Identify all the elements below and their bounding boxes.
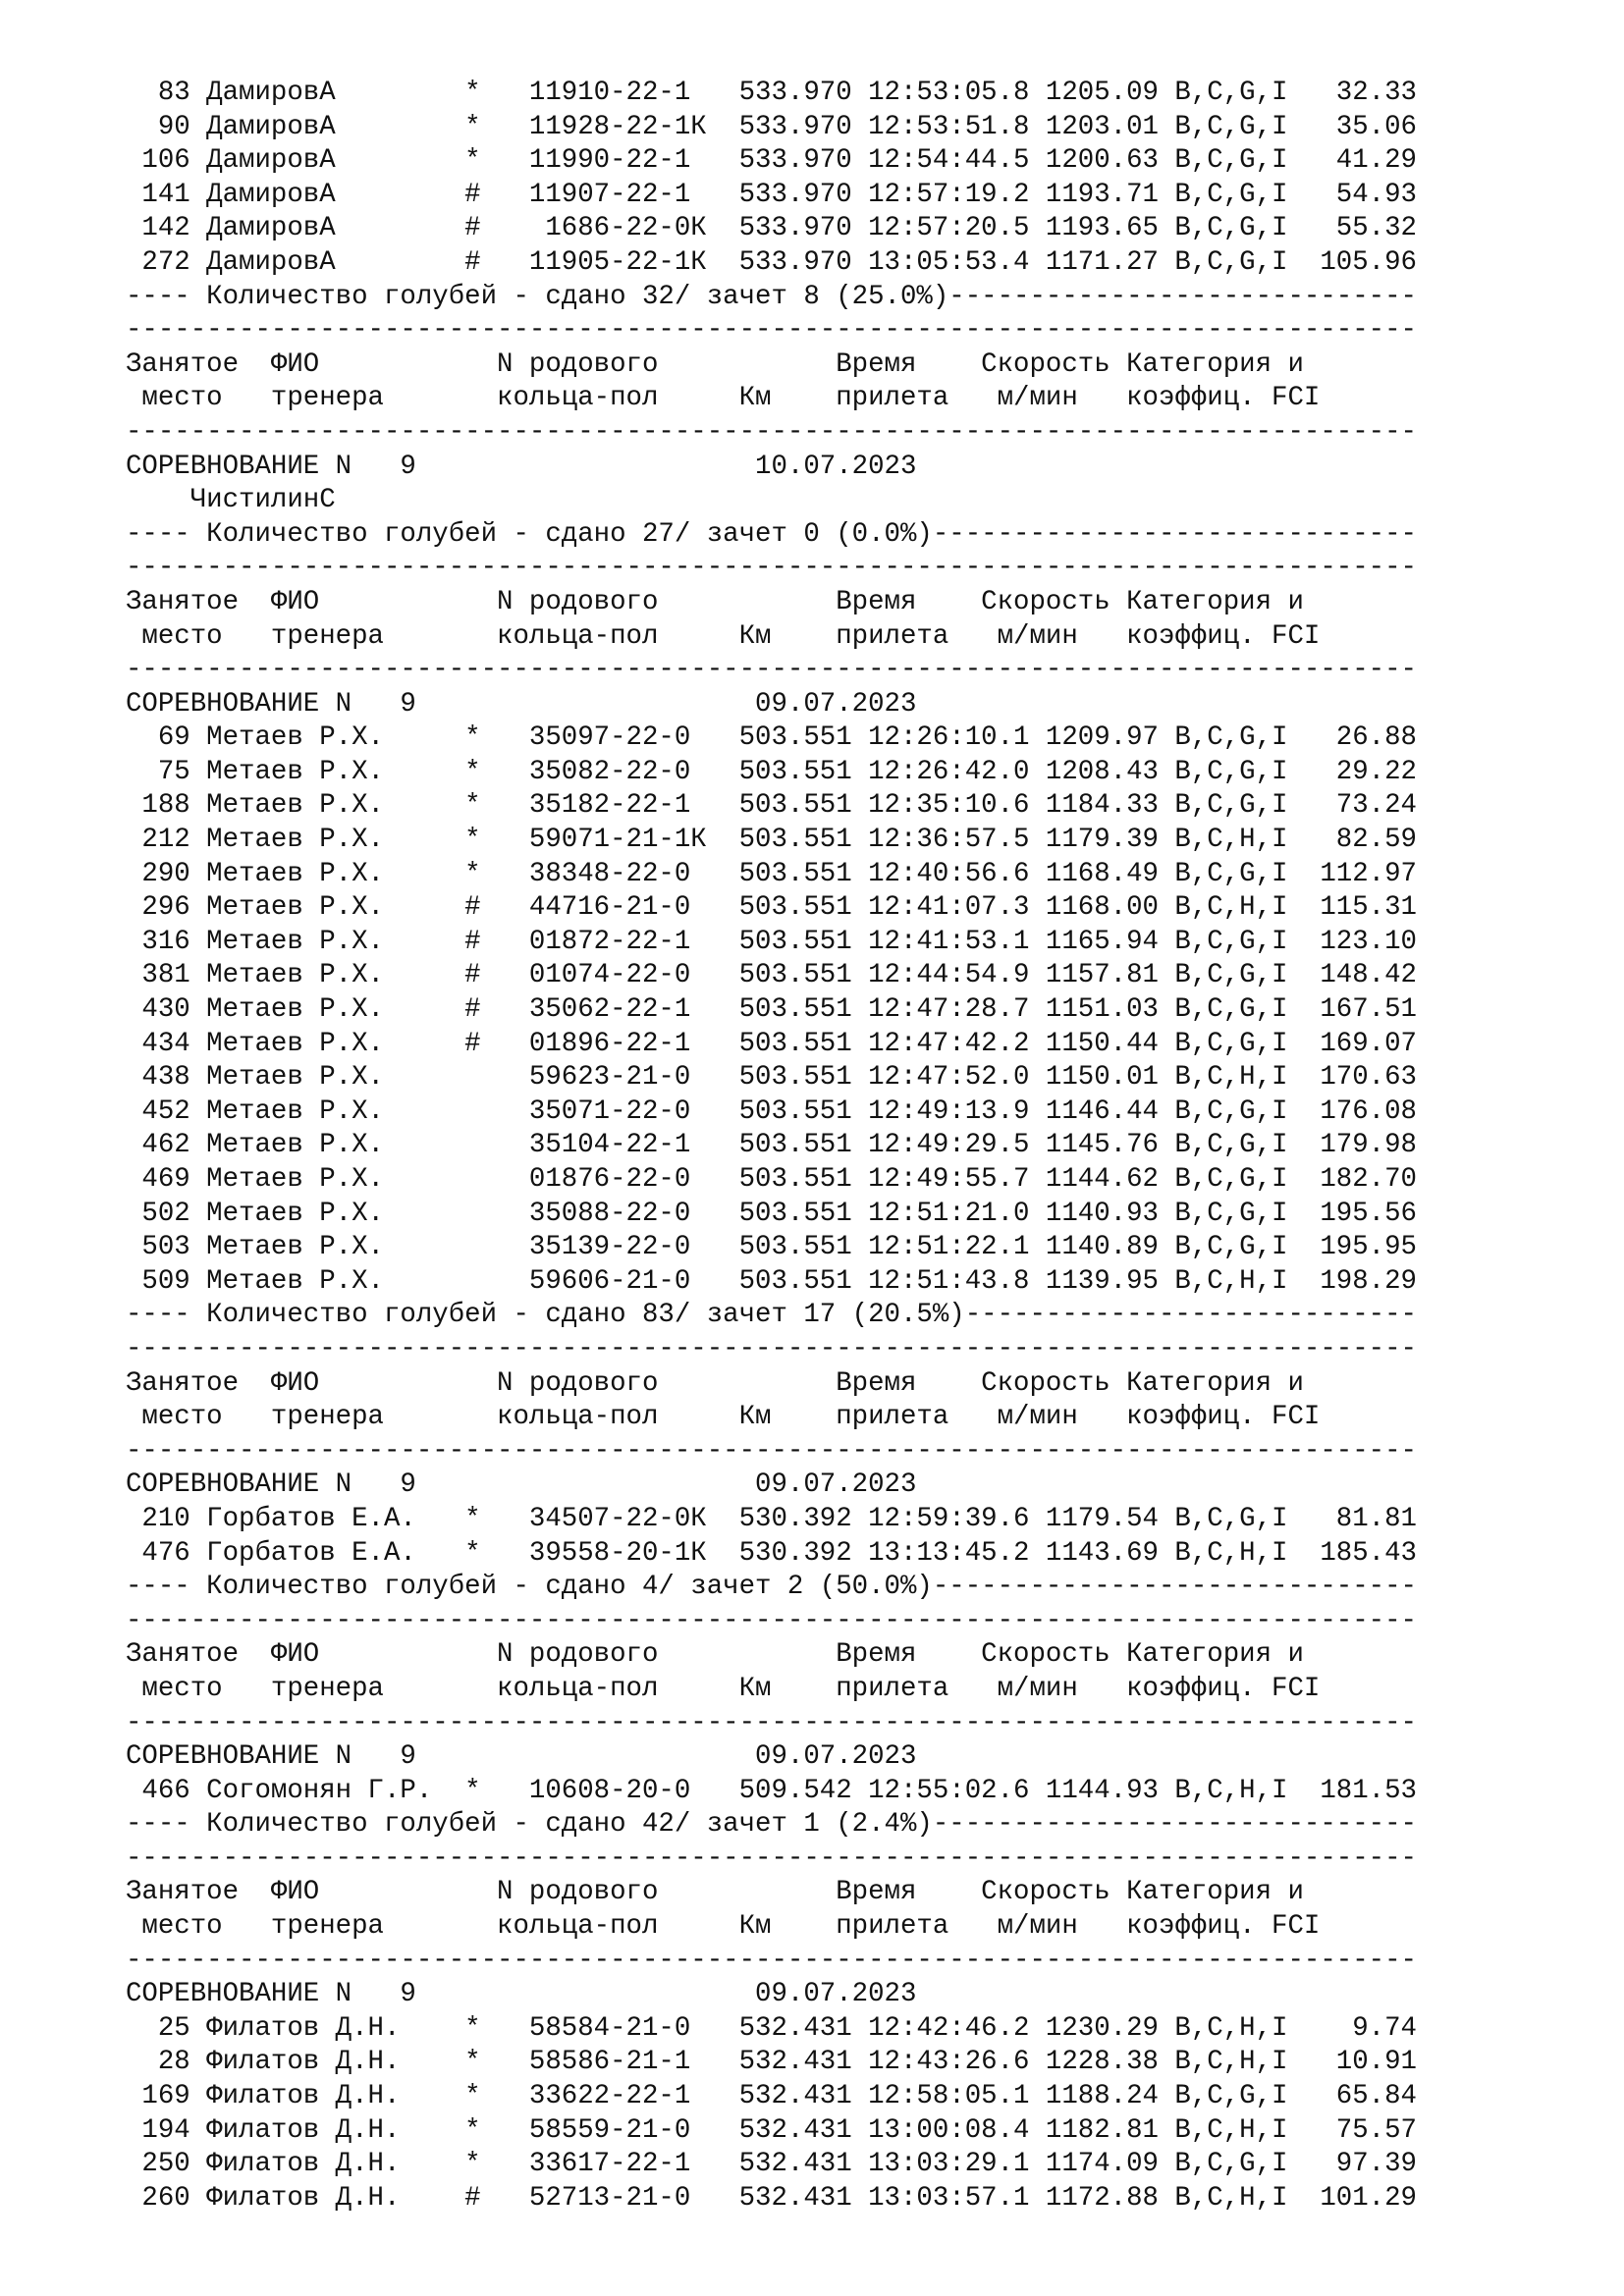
column-header-line: место тренера кольца-пол Км прилета м/мин коэффиц. FCI <box>126 1402 1321 1433</box>
result-row: 169 Филатов Д.Н. * 33622-22-1 532.431 12:58:05.1 1188.24 B,C,G,I 65.84 <box>126 2081 1417 2112</box>
separator-line: -------------------------------------------------------------------------------- <box>126 1435 1417 1467</box>
result-row: 290 Метаев Р.Х. * 38348-22-0 503.551 12:40:56.6 1168.49 B,C,G,I 112.97 <box>126 858 1417 889</box>
competition-line: СОРЕВНОВАНИЕ N 9 10.07.2023 <box>126 451 917 482</box>
separator-line: -------------------------------------------------------------------------------- <box>126 1605 1417 1636</box>
fancier-name-line: ЧистилинС <box>126 485 336 516</box>
competition-line: СОРЕВНОВАНИЕ N 9 09.07.2023 <box>126 1469 917 1501</box>
separator-line: -------------------------------------------------------------------------------- <box>126 1945 1417 1976</box>
separator-line: -------------------------------------------------------------------------------- <box>126 655 1417 686</box>
competition-line: СОРЕВНОВАНИЕ N 9 09.07.2023 <box>126 688 917 720</box>
result-row: 212 Метаев Р.Х. * 59071-21-1К 503.551 12:36:57.5 1179.39 B,C,H,I 82.59 <box>126 825 1417 856</box>
result-row: 469 Метаев Р.Х. 01876-22-0 503.551 12:49:55.7 1144.62 B,C,G,I 182.70 <box>126 1164 1417 1195</box>
result-row: 462 Метаев Р.Х. 35104-22-1 503.551 12:49:29.5 1145.76 B,C,G,I 179.98 <box>126 1130 1417 1161</box>
results-printout <box>126 77 1417 2216</box>
column-header-line: Занятое ФИО N родового Время Скорость Категория и <box>126 1877 1304 1908</box>
result-row: 509 Метаев Р.Х. 59606-21-0 503.551 12:51:43.8 1139.95 B,C,H,I 198.29 <box>126 1265 1417 1297</box>
result-row: 210 Горбатов Е.А. * 34507-22-0К 530.392 12:59:39.6 1179.54 B,C,G,I 81.81 <box>126 1503 1417 1534</box>
result-row: 476 Горбатов Е.А. * 39558-20-1К 530.392 13:13:45.2 1143.69 B,C,H,I 185.43 <box>126 1537 1417 1569</box>
result-row: 28 Филатов Д.Н. * 58586-21-1 532.431 12:43:26.6 1228.38 B,C,H,I 10.91 <box>126 2047 1417 2078</box>
column-header-line: Занятое ФИО N родового Время Скорость Категория и <box>126 348 1304 380</box>
summary-line: ---- Количество голубей - сдано 27/ зачет 0 (0.0%)------------------------------ <box>126 518 1417 550</box>
competition-line: СОРЕВНОВАНИЕ N 9 09.07.2023 <box>126 1979 917 2010</box>
result-row: 25 Филатов Д.Н. * 58584-21-0 532.431 12:42:46.2 1230.29 B,C,H,I 9.74 <box>126 2012 1417 2044</box>
result-row: 272 ДамировА # 11905-22-1К 533.970 13:05:53.4 1171.27 B,C,G,I 105.96 <box>126 246 1417 278</box>
column-header-line: место тренера кольца-пол Км прилета м/мин коэффиц. FCI <box>126 383 1321 414</box>
result-row: 260 Филатов Д.Н. # 52713-21-0 532.431 13:03:57.1 1172.88 B,C,H,I 101.29 <box>126 2182 1417 2214</box>
result-row: 141 ДамировА # 11907-22-1 533.970 12:57:19.2 1193.71 B,C,G,I 54.93 <box>126 179 1417 210</box>
column-header-line: Занятое ФИО N родового Время Скорость Категория и <box>126 586 1304 617</box>
summary-line: ---- Количество голубей - сдано 4/ зачет 2 (50.0%)------------------------------ <box>126 1572 1417 1603</box>
result-row: 452 Метаев Р.Х. 35071-22-0 503.551 12:49:13.9 1146.44 B,C,G,I 176.08 <box>126 1095 1417 1127</box>
result-row: 83 ДамировА * 11910-22-1 533.970 12:53:05.8 1205.09 B,C,G,I 32.33 <box>126 78 1417 108</box>
result-row: 188 Метаев Р.Х. * 35182-22-1 503.551 12:35:10.6 1184.33 B,C,G,I 73.24 <box>126 790 1417 822</box>
separator-line: -------------------------------------------------------------------------------- <box>126 315 1417 347</box>
column-header-line: место тренера кольца-пол Км прилета м/мин коэффиц. FCI <box>126 620 1321 652</box>
summary-line: ---- Количество голубей - сдано 83/ зачет 17 (20.5%)---------------------------- <box>126 1300 1417 1331</box>
result-row: 503 Метаев Р.Х. 35139-22-0 503.551 12:51:22.1 1140.89 B,C,G,I 195.95 <box>126 1232 1417 1263</box>
result-row: 434 Метаев Р.Х. # 01896-22-1 503.551 12:47:42.2 1150.44 B,C,G,I 169.07 <box>126 1028 1417 1059</box>
result-row: 90 ДамировА * 11928-22-1К 533.970 12:53:51.8 1203.01 B,C,G,I 35.06 <box>126 111 1417 142</box>
result-row: 381 Метаев Р.Х. # 01074-22-0 503.551 12:44:54.9 1157.81 B,C,G,I 148.42 <box>126 960 1417 991</box>
summary-line: ---- Количество голубей - сдано 42/ зачет 1 (2.4%)------------------------------ <box>126 1809 1417 1841</box>
separator-line: -------------------------------------------------------------------------------- <box>126 1842 1417 1874</box>
separator-line: -------------------------------------------------------------------------------- <box>126 1707 1417 1738</box>
result-row: 75 Метаев Р.Х. * 35082-22-0 503.551 12:26:42.0 1208.43 B,C,G,I 29.22 <box>126 756 1417 787</box>
column-header-line: место тренера кольца-пол Км прилета м/мин коэффиц. FCI <box>126 1911 1321 1943</box>
separator-line: -------------------------------------------------------------------------------- <box>126 416 1417 448</box>
result-row: 106 ДамировА * 11990-22-1 533.970 12:54:44.5 1200.63 B,C,G,I 41.29 <box>126 145 1417 177</box>
result-row: 316 Метаев Р.Х. # 01872-22-1 503.551 12:41:53.1 1165.94 B,C,G,I 123.10 <box>126 926 1417 957</box>
result-row: 296 Метаев Р.Х. # 44716-21-0 503.551 12:41:07.3 1168.00 B,C,H,I 115.31 <box>126 892 1417 924</box>
result-row: 502 Метаев Р.Х. 35088-22-0 503.551 12:51:21.0 1140.93 B,C,G,I 195.56 <box>126 1198 1417 1229</box>
result-row: 194 Филатов Д.Н. * 58559-21-0 532.431 13:00:08.4 1182.81 B,C,H,I 75.57 <box>126 2114 1417 2146</box>
summary-line: ---- Количество голубей - сдано 32/ зачет 8 (25.0%)----------------------------- <box>126 281 1417 312</box>
result-row: 250 Филатов Д.Н. * 33617-22-1 532.431 13:03:29.1 1174.09 B,C,G,I 97.39 <box>126 2149 1417 2180</box>
result-row: 430 Метаев Р.Х. # 35062-22-1 503.551 12:47:28.7 1151.03 B,C,G,I 167.51 <box>126 994 1417 1026</box>
competition-line: СОРЕВНОВАНИЕ N 9 09.07.2023 <box>126 1741 917 1773</box>
result-row: 142 ДамировА # 1686-22-0К 533.970 12:57:20.5 1193.65 B,C,G,I 55.32 <box>126 213 1417 244</box>
column-header-line: Занятое ФИО N родового Время Скорость Категория и <box>126 1639 1304 1671</box>
column-header-line: Занятое ФИО N родового Время Скорость Категория и <box>126 1367 1304 1399</box>
result-row: 438 Метаев Р.Х. 59623-21-0 503.551 12:47:52.0 1150.01 B,C,H,I 170.63 <box>126 1062 1417 1094</box>
column-header-line: место тренера кольца-пол Км прилета м/мин коэффиц. FCI <box>126 1673 1321 1704</box>
result-row: 69 Метаев Р.Х. * 35097-22-0 503.551 12:26:10.1 1209.97 B,C,G,I 26.88 <box>126 722 1417 754</box>
result-row: 466 Согомонян Г.Р. * 10608-20-0 509.542 12:55:02.6 1144.93 B,C,H,I 181.53 <box>126 1775 1417 1806</box>
separator-line: -------------------------------------------------------------------------------- <box>126 1333 1417 1364</box>
separator-line: -------------------------------------------------------------------------------- <box>126 553 1417 584</box>
